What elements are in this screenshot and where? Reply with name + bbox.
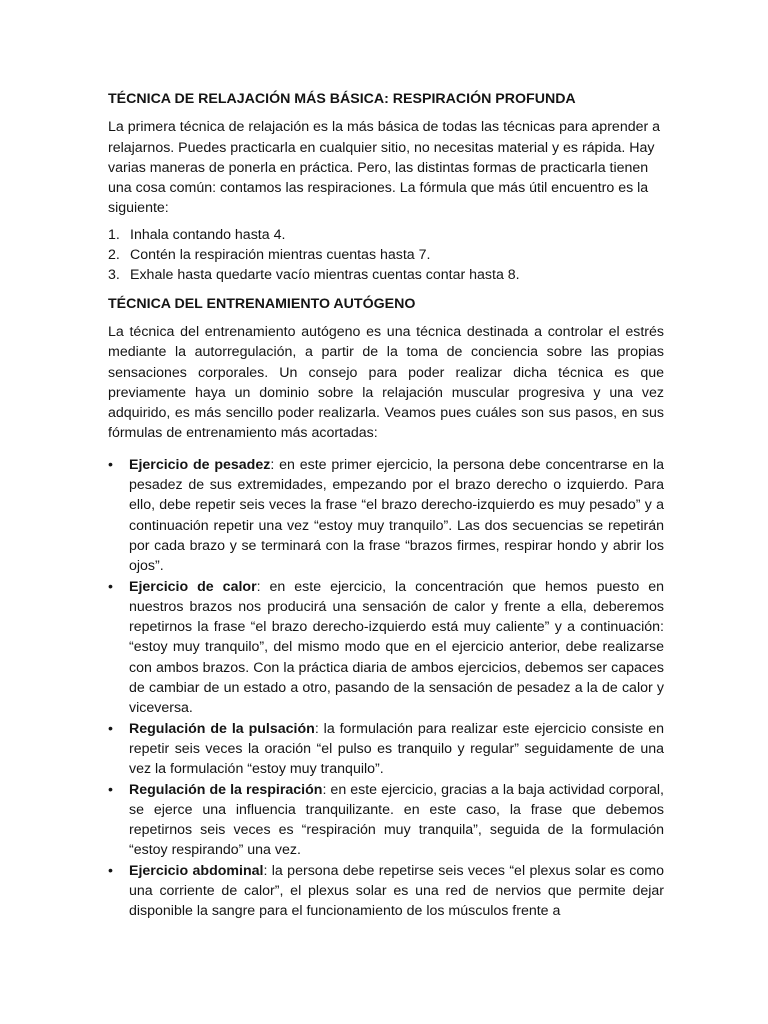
exercise-title: Regulación de la pulsación	[129, 720, 315, 737]
exercises-list	[108, 455, 664, 922]
section-heading-autogeno: TÉCNICA DEL ENTRENAMIENTO AUTÓGENO	[108, 295, 416, 312]
list-item	[108, 719, 664, 780]
bullet-icon: •	[108, 720, 113, 737]
step-text: Exhale hasta quedarte vacío mientras cuentas contar hasta 8.	[130, 267, 520, 284]
exercise-title: Ejercicio abdominal	[129, 862, 264, 879]
step-number: 1.	[108, 226, 120, 243]
bullet-icon: •	[108, 862, 113, 879]
bullet-icon: •	[108, 456, 113, 473]
list-item	[108, 455, 664, 577]
breathing-steps-list	[108, 225, 664, 286]
list-item	[108, 225, 664, 245]
exercise-text: : en este primer ejercicio, la persona debe concentrarse en la pesadez de sus extremidades, empezando por el brazo derecho o izquierdo. Para ello, debe repetir seis veces la frase “el brazo derecho-izquierdo es muy pesado” y a continuación repetir una vez “estoy muy tranquilo”. Las dos secuencias se repetirán por cada brazo y se terminará con la frase “brazos firmes, respirar hondo y abrir los ojos”.	[129, 456, 664, 575]
list-item	[108, 780, 664, 861]
exercise-text: : en este ejercicio, gracias a la baja actividad corporal, se ejerce una influencia tranquilizante. en este caso, la frase que debemos repetirnos seis veces es “respiración muy tranquila”, seguida de la formulación “estoy respirando” una vez.	[129, 781, 664, 859]
exercise-title: Regulación de la respiración	[129, 781, 323, 798]
exercise-text: : en este ejercicio, la concentración que hemos puesto en nuestros brazos nos producirá una sensación de calor y frente a ella, deberemos repetirnos la frase “el brazo derecho-izquierdo está muy caliente” y a continuación: “estoy muy tranquilo”, del mismo modo que en el ejercicio anterior, debe realizarse con ambos brazos. Con la práctica diaria de ambos ejercicios, debemos ser capaces de cambiar de un estado a otro, pasando de la sensación de pesadez a la de calor y viceversa.	[129, 578, 664, 717]
step-text: Inhala contando hasta 4.	[130, 226, 286, 243]
intro-paragraph: La primera técnica de relajación es la más básica de todas las técnicas para aprender a relajarnos. Puedes practicarla en cualquier sitio, no necesitas material y es rápida. Hay varias maneras de ponerla en práctica. Pero, las distintas formas de practicarla tienen una cosa común: contamos las respiraciones. La fórmula que más útil encuentro es la siguiente:	[108, 119, 661, 217]
step-number: 2.	[108, 247, 120, 264]
exercise-text: : la formulación para realizar este ejercicio consiste en repetir seis veces la oración “el pulso es tranquilo y regular” seguidamente de una vez la formulación “estoy muy tranquilo”.	[129, 720, 665, 778]
exercise-title: Ejercicio de pesadez	[129, 456, 271, 473]
bullet-icon: •	[108, 578, 113, 595]
autogeno-paragraph: La técnica del entrenamiento autógeno es una técnica destinada a controlar el estrés mediante la autorregulación, a partir de la toma de conciencia sobre las propias sensaciones corporales. Un consejo para poder realizar dicha técnica es que previamente haya un dominio sobre la relajación muscular progresiva y una vez adquirido, es más sencillo poder realizarla. Veamos pues cuáles son sus pasos, en sus fórmulas de entrenamiento más acortadas:	[108, 323, 664, 442]
list-item	[108, 265, 664, 285]
list-item	[108, 861, 664, 922]
exercise-title: Ejercicio de calor	[129, 578, 257, 595]
step-number: 3.	[108, 267, 120, 284]
step-text: Contén la respiración mientras cuentas hasta 7.	[130, 247, 431, 264]
section-heading-respiracion: TÉCNICA DE RELAJACIÓN MÁS BÁSICA: RESPIRACIÓN PROFUNDA	[108, 91, 576, 107]
bullet-icon: •	[108, 781, 113, 798]
list-item	[108, 245, 664, 265]
list-item	[108, 577, 664, 719]
exercise-text: : la persona debe repetirse seis veces “el plexus solar es como una corriente de calor”, el plexus solar es una red de nervios que permite dejar disponible la sangre para el funcionamiento de los músculos frente a	[129, 862, 664, 920]
